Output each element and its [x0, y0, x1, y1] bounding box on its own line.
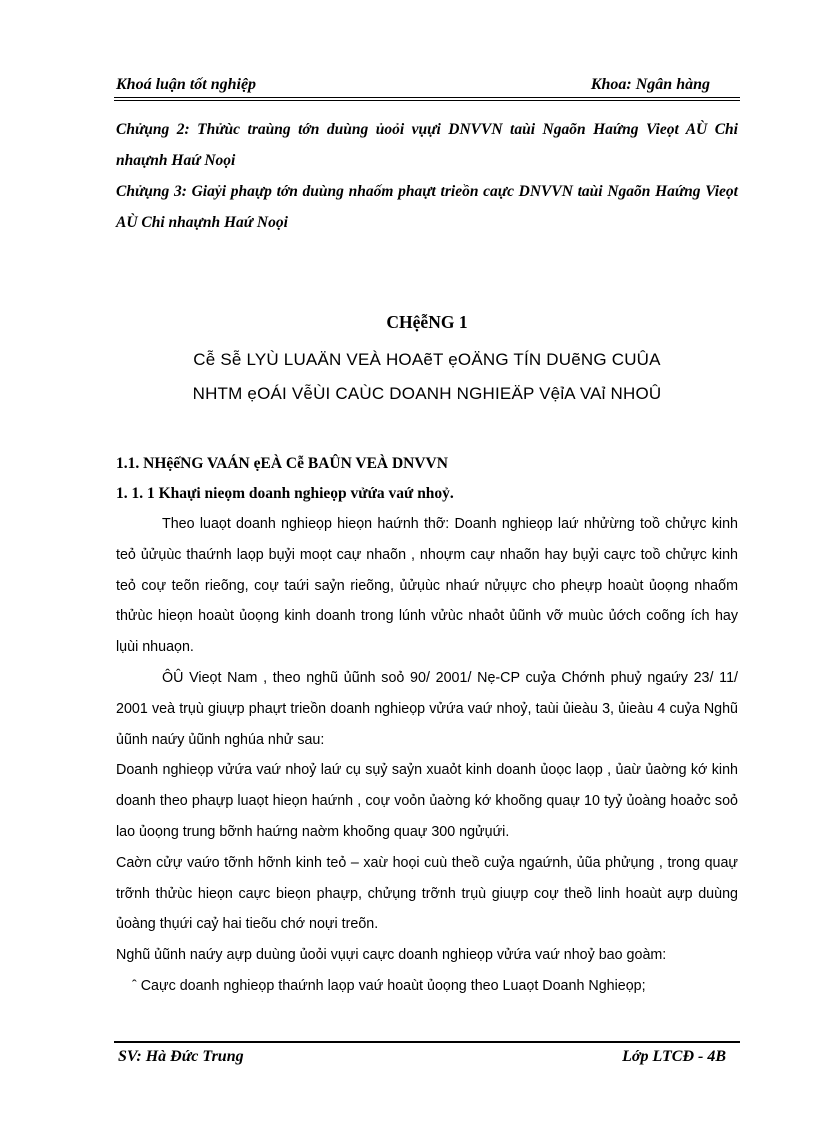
header-faculty-label: Khoa: Ngân hàng: [590, 76, 710, 93]
section-heading-1-1-1: 1. 1. 1 Khaựi nieọm doanh nghieọp vửứa vaứ nhoỷ.: [116, 485, 454, 502]
paragraph: Caờn cửự vaứo tỡnh hỡnh kinh teỏ – xaừ hoọi cuù theồ cuỷa ngaứnh, ủũa phửụng , trong quaự trỡnh thửùc hieọn caực bieọn phaựp, chửụng trỡnh trụù giuựp coự theồ linh hoaùt aựp duùng ủoàng thụứi caỷ hai tieõu chớ noựi treõn.: [116, 854, 738, 933]
chapter-title: CHệễNG 1: [386, 312, 468, 332]
chapter-outline: [116, 114, 738, 238]
header-thesis-label: Khoá luận tốt nghiệp: [116, 76, 257, 93]
page-footer: [114, 1048, 740, 1070]
footer-divider: [114, 1041, 740, 1043]
chapter-subtitle: [114, 343, 740, 411]
chapter-subtitle-line-2: NHTM ẹOÁI VễÙI CAÙC DOANH NGHIEÄP VệỉA VAỉ NHOÛ: [192, 384, 662, 403]
chapter-3-outline: Chửụng 3: Giaỷi phaựp tớn duùng nhaốm phaựt trieồn caực DNVVN taùi Ngaõn Haứng Vieọt AÙ Chi nhaựnh Haứ Noọi: [116, 183, 738, 231]
header-divider: [114, 97, 740, 101]
chapter-subtitle-line-1: Cễ Sễ LYÙ LUAÄN VEÀ HOAẽT ẹOÄNG TÍN DUẽNG CUÛA: [193, 350, 661, 369]
chapter-2-outline: Chửụng 2: Thửùc traùng tớn duùng ủoỏi vụựi DNVVN taùi Ngaõn Haứng Vieọt AÙ Chi nhaựnh Haứ Noọi: [116, 121, 738, 169]
footer-student-name: SV: Hà Đức Trung: [118, 1048, 244, 1065]
footer-class-label: Lớp LTCĐ - 4B: [622, 1048, 726, 1065]
paragraph: Theo luaọt doanh nghieọp hieọn haứnh thỡ: Doanh nghieọp laứ nhửừng toồ chửực kinh teỏ ủửụùc thaứnh laọp bụỷi moọt caự nhaõn , nhoựm caự nhaõn hay bụỷi caực toồ chửực kinh teỏ coự teõn rieõng, coự taứi saỷn rieõng, ủửụùc nhaứ nửụực cho pheựp hoaùt ủoọng nhaốm thửùc hieọn hoaùt ủoọng kinh doanh trong lúnh vửùc nhaỏt ủũnh vỡ muùc ủớch coõng ích hay lụùi nhuaọn.: [116, 516, 738, 656]
section-heading-1-1: 1.1. NHệếNG VAÁN ẹEÀ Cễ BAÛN VEÀ DNVVN: [116, 455, 448, 472]
paragraph: ÔÛ Vieọt Nam , theo nghũ ủũnh soỏ 90/ 2001/ Nẹ-CP cuỷa Chớnh phuỷ ngaứy 23/ 11/ 2001 veà trụù giuựp phaựt trieồn doanh nghieọp vửứa vaứ nhoỷ, taùi ủieàu 3, ủieàu 4 cuỷa Nghũ ủũnh naứy ủũnh nghúa nhử sau:: [116, 669, 738, 748]
page-header: [114, 76, 740, 98]
body-text: [116, 509, 738, 1002]
bullet-item: ˆ Caực doanh nghieọp thaứnh laọp vaứ hoaùt ủoọng theo Luaọt Doanh Nghieọp;: [132, 977, 646, 994]
paragraph: Nghũ ủũnh naứy aựp duùng ủoỏi vụựi caực doanh nghieọp vửứa vaứ nhoỷ bao goàm:: [116, 947, 667, 964]
paragraph: Doanh nghieọp vửứa vaứ nhoỷ laứ cụ sụỷ saỷn xuaỏt kinh doanh ủoọc laọp , ủaừ ủaờng kớ kinh doanh theo phaựp luaọt hieọn haứnh , coự voỏn ủaờng kớ khoõng quaự 10 tyỷ ủoàng hoaởc soỏ lao ủoọng trung bỡnh haứng naờm khoõng quaự 300 ngửụứi.: [116, 762, 738, 840]
